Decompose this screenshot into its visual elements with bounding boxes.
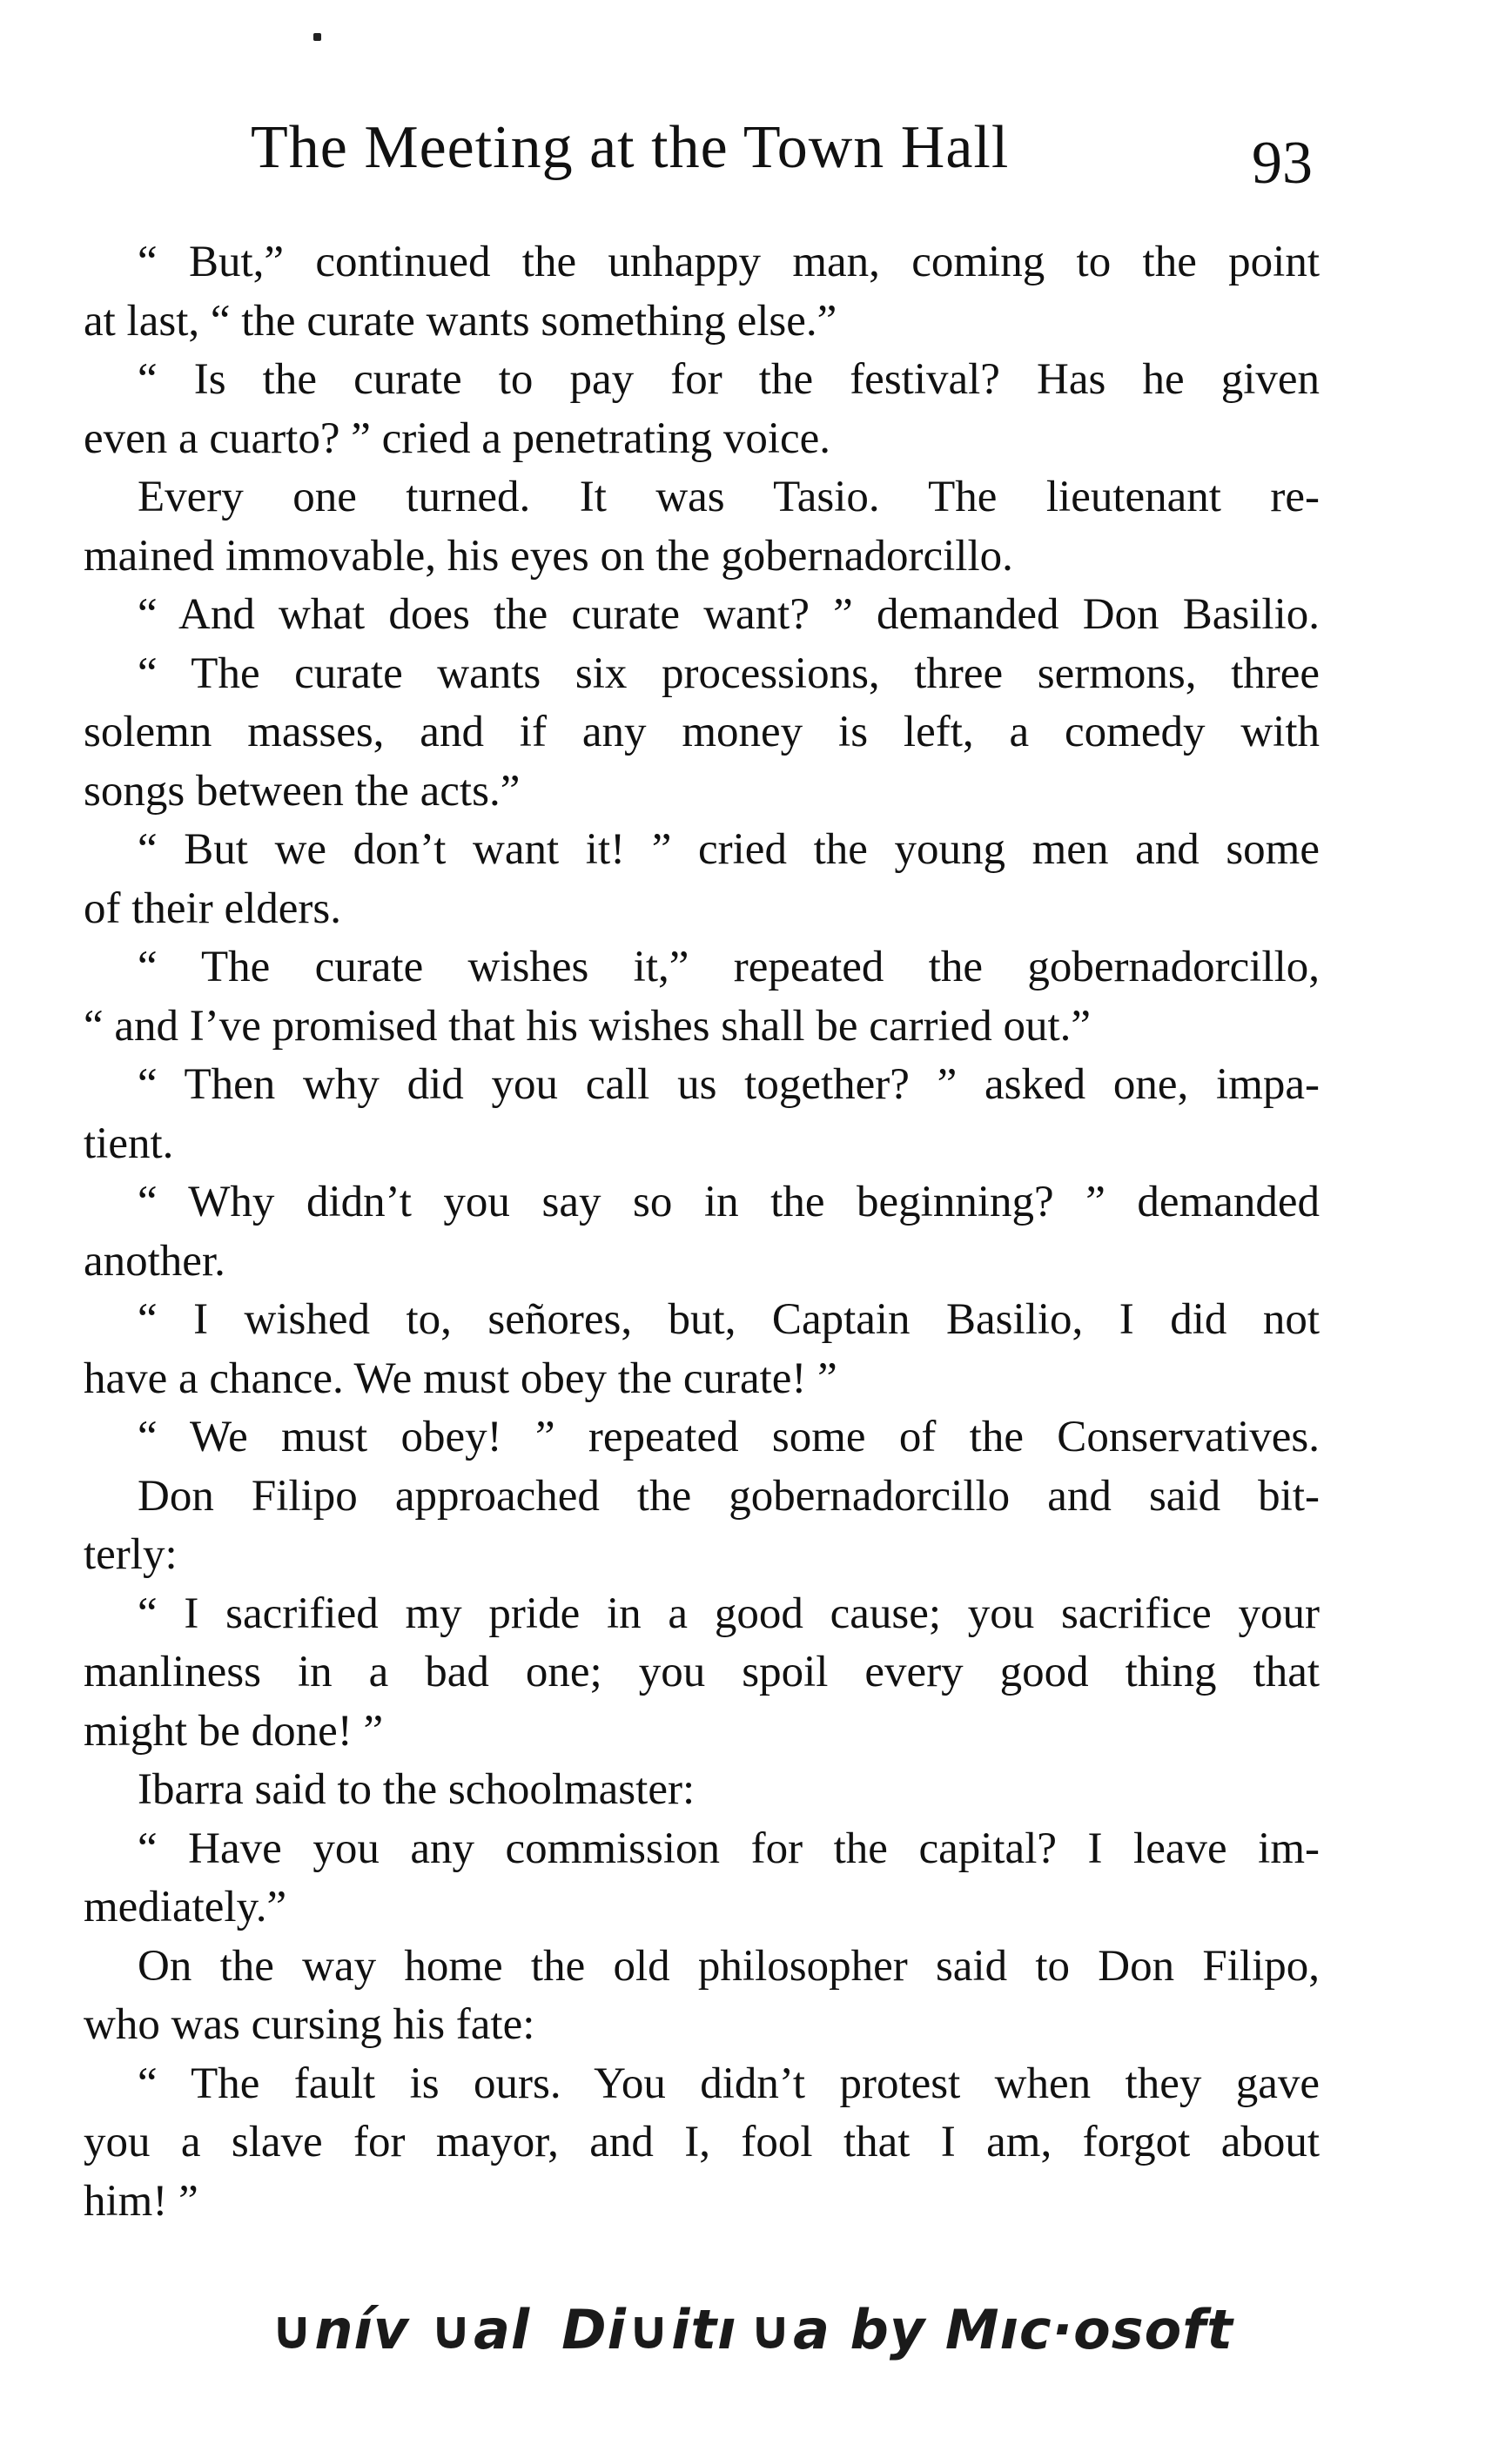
text-line: you a slave for mayor, and I, fool that I am, forgot about xyxy=(84,2118,1320,2166)
text-line: solemn masses, and if any money is left, a comedy with xyxy=(84,708,1320,756)
text-line: Ibarra said to the schoolmaster: xyxy=(138,1765,696,1814)
text-line: tient. xyxy=(84,1118,174,1168)
text-line: “ Then why did you call us together? ” asked one, impa- xyxy=(138,1060,1320,1109)
text-line: “ But,” continued the unhappy man, coming to the point xyxy=(138,238,1320,286)
text-line: “ The curate wishes it,” repeated the gobernadorcillo, xyxy=(138,943,1320,991)
text-line: “ Why didn’t you say so in the beginning? ” demanded xyxy=(138,1178,1320,1226)
text-line: another. xyxy=(84,1236,225,1286)
text-line: have a chance. We must obey the curate! ” xyxy=(84,1353,837,1403)
text-line: “ The fault is ours. You didn’t protest when they gave xyxy=(138,2059,1320,2108)
running-title: The Meeting at the Town Hall xyxy=(251,114,1010,181)
digitization-watermark: ∪nív ∪al Di∪itı ∪a by Mıc·osoft xyxy=(270,2298,1233,2361)
body-text xyxy=(84,233,1320,2231)
text-line: “ Is the curate to pay for the festival? Has he given xyxy=(138,355,1320,404)
text-line: On the way home the old philosopher said to Don Filipo, xyxy=(138,1941,1320,1991)
text-line: mained immovable, his eyes on the gobernadorcillo. xyxy=(84,531,1013,581)
text-line: Every one turned. It was Tasio. The lieutenant re- xyxy=(138,473,1320,521)
text-line: manliness in a bad one; you spoil every good thing that xyxy=(84,1648,1320,1696)
text-line: songs between the acts.” xyxy=(84,766,521,816)
text-line: him! ” xyxy=(84,2176,198,2226)
text-line: who was cursing his fate: xyxy=(84,2000,535,2049)
text-line: “ I sacrified my pride in a good cause; you sacrifice your xyxy=(138,1589,1320,1638)
text-line: at last, “ the curate wants something else.” xyxy=(84,296,837,346)
text-line: might be done! ” xyxy=(84,1706,384,1756)
text-line: “ But we don’t want it! ” cried the young men and some xyxy=(138,825,1320,874)
text-line: “ And what does the curate want? ” demanded Don Basilio. xyxy=(138,590,1320,639)
text-line: terly: xyxy=(84,1530,178,1579)
text-line: “ We must obey! ” repeated some of the Conservatives. xyxy=(138,1413,1320,1461)
text-line: “ and I’ve promised that his wishes shall be carried out.” xyxy=(84,1001,1092,1051)
text-line: of their elders. xyxy=(84,883,341,933)
ink-speck xyxy=(313,33,321,41)
page-number: 93 xyxy=(1252,130,1313,197)
text-line: mediately.” xyxy=(84,1883,287,1931)
text-line: “ The curate wants six processions, three sermons, three xyxy=(138,648,1320,698)
text-line: even a cuarto? ” cried a penetrating voice. xyxy=(84,413,831,463)
text-line: “ I wished to, señores, but, Captain Basilio, I did not xyxy=(138,1295,1320,1344)
text-line: Don Filipo approached the gobernadorcillo and said bit- xyxy=(138,1471,1320,1521)
text-line: “ Have you any commission for the capital? I leave im- xyxy=(138,1824,1320,1873)
